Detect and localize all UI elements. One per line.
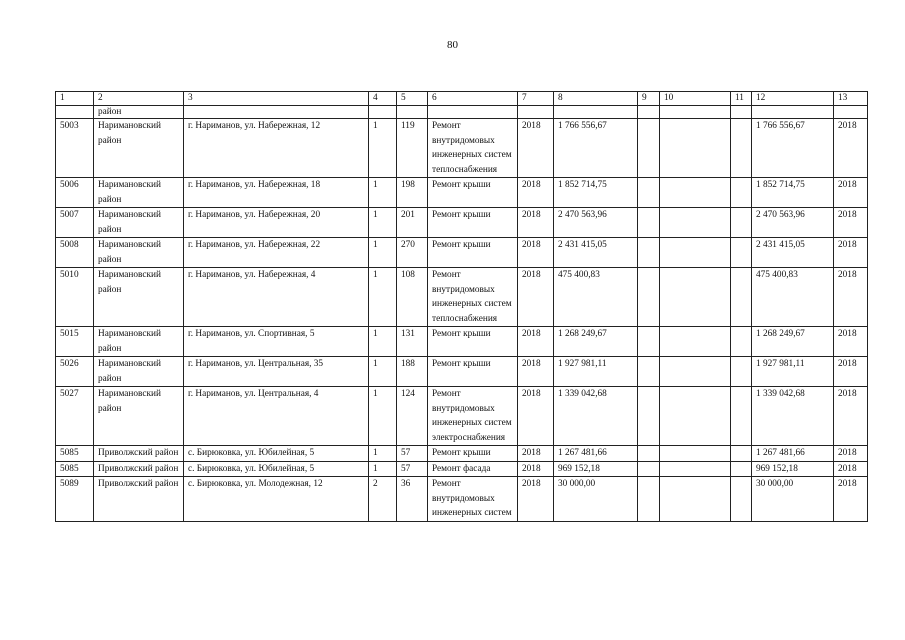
continuation-cell — [369, 106, 397, 119]
repair-program-table — [55, 91, 868, 522]
district-cell: Наримановский район — [94, 268, 184, 327]
year-cell: 2018 — [518, 461, 554, 477]
header-cell-2: 2 — [94, 92, 184, 106]
col5-cell: 36 — [397, 477, 428, 522]
address-cell: с. Бирюковка, ул. Молодежная, 12 — [184, 477, 369, 522]
col10-cell — [660, 357, 731, 387]
col4-cell: 1 — [369, 238, 397, 268]
amount-cell: 1 852 714,75 — [554, 178, 638, 208]
table-row — [56, 208, 868, 238]
header-cell-7: 7 — [518, 92, 554, 106]
district-cell: Наримановский район — [94, 119, 184, 178]
continuation-cell — [397, 106, 428, 119]
year-cell: 2018 — [518, 477, 554, 522]
record-id-cell: 5027 — [56, 387, 94, 446]
district-cell: Приволжский район — [94, 461, 184, 477]
record-id-cell: 5015 — [56, 327, 94, 357]
work-type-cell: Ремонт фасада — [428, 461, 518, 477]
address-cell: г. Нариманов, ул. Набережная, 12 — [184, 119, 369, 178]
year-cell: 2018 — [518, 387, 554, 446]
col9-cell — [638, 477, 660, 522]
col11-cell — [731, 387, 752, 446]
year-cell: 2018 — [518, 119, 554, 178]
header-cell-12: 12 — [752, 92, 834, 106]
address-cell: г. Нариманов, ул. Спортивная, 5 — [184, 327, 369, 357]
col10-cell — [660, 178, 731, 208]
col10-cell — [660, 268, 731, 327]
amount-total-cell: 475 400,83 — [752, 268, 834, 327]
col5-cell: 201 — [397, 208, 428, 238]
col4-cell: 1 — [369, 268, 397, 327]
record-id-cell: 5006 — [56, 178, 94, 208]
col11-cell — [731, 208, 752, 238]
header-cell-5: 5 — [397, 92, 428, 106]
address-cell: с. Бирюковка, ул. Юбилейная, 5 — [184, 446, 369, 462]
header-cell-10: 10 — [660, 92, 731, 106]
col10-cell — [660, 387, 731, 446]
col9-cell — [638, 446, 660, 462]
work-type-cell: Ремонт внутридомовых инженерных систем электроснабжения — [428, 387, 518, 446]
district-cell: Наримановский район — [94, 387, 184, 446]
col9-cell — [638, 268, 660, 327]
table-row — [56, 327, 868, 357]
amount-cell: 1 268 249,67 — [554, 327, 638, 357]
year-cell: 2018 — [518, 208, 554, 238]
header-cell-1: 1 — [56, 92, 94, 106]
table-body — [56, 92, 868, 522]
table-row — [56, 387, 868, 446]
amount-cell: 1 927 981,11 — [554, 357, 638, 387]
col11-cell — [731, 357, 752, 387]
col11-cell — [731, 461, 752, 477]
col4-cell: 1 — [369, 387, 397, 446]
header-cell-4: 4 — [369, 92, 397, 106]
col10-cell — [660, 208, 731, 238]
col11-cell — [731, 477, 752, 522]
col11-cell — [731, 178, 752, 208]
work-type-cell: Ремонт крыши — [428, 357, 518, 387]
amount-total-cell: 1 852 714,75 — [752, 178, 834, 208]
col4-cell: 1 — [369, 178, 397, 208]
year-cell: 2018 — [518, 178, 554, 208]
amount-total-cell: 969 152,18 — [752, 461, 834, 477]
year-end-cell: 2018 — [834, 268, 868, 327]
amount-total-cell: 30 000,00 — [752, 477, 834, 522]
amount-total-cell: 1 268 249,67 — [752, 327, 834, 357]
year-end-cell: 2018 — [834, 477, 868, 522]
year-cell: 2018 — [518, 357, 554, 387]
header-cell-3: 3 — [184, 92, 369, 106]
year-cell: 2018 — [518, 327, 554, 357]
district-cell: Наримановский район — [94, 178, 184, 208]
col11-cell — [731, 119, 752, 178]
amount-total-cell: 2 431 415,05 — [752, 238, 834, 268]
record-id-cell: 5089 — [56, 477, 94, 522]
continuation-cell — [660, 106, 731, 119]
amount-total-cell: 2 470 563,96 — [752, 208, 834, 238]
table-row — [56, 357, 868, 387]
year-cell: 2018 — [518, 238, 554, 268]
record-id-cell: 5085 — [56, 446, 94, 462]
work-type-cell: Ремонт крыши — [428, 238, 518, 268]
work-type-cell: Ремонт крыши — [428, 178, 518, 208]
district-cell: Наримановский район — [94, 208, 184, 238]
work-type-cell: Ремонт внутридомовых инженерных систем — [428, 477, 518, 522]
col9-cell — [638, 178, 660, 208]
table-row — [56, 268, 868, 327]
col10-cell — [660, 327, 731, 357]
col5-cell: 131 — [397, 327, 428, 357]
amount-cell: 475 400,83 — [554, 268, 638, 327]
col5-cell: 188 — [397, 357, 428, 387]
year-end-cell: 2018 — [834, 357, 868, 387]
year-end-cell: 2018 — [834, 208, 868, 238]
col9-cell — [638, 461, 660, 477]
year-cell: 2018 — [518, 268, 554, 327]
continuation-cell — [184, 106, 369, 119]
district-cell: Наримановский район — [94, 357, 184, 387]
col5-cell: 57 — [397, 461, 428, 477]
continuation-cell — [554, 106, 638, 119]
continuation-cell: район — [94, 106, 184, 119]
record-id-cell: 5003 — [56, 119, 94, 178]
header-cell-11: 11 — [731, 92, 752, 106]
year-end-cell: 2018 — [834, 446, 868, 462]
amount-cell: 1 766 556,67 — [554, 119, 638, 178]
col10-cell — [660, 477, 731, 522]
table-row — [56, 446, 868, 462]
col5-cell: 57 — [397, 446, 428, 462]
col11-cell — [731, 238, 752, 268]
work-type-cell: Ремонт крыши — [428, 327, 518, 357]
col5-cell: 108 — [397, 268, 428, 327]
amount-cell: 1 267 481,66 — [554, 446, 638, 462]
record-id-cell: 5010 — [56, 268, 94, 327]
page-number: 80 — [447, 39, 458, 51]
table-row — [56, 461, 868, 477]
work-type-cell: Ремонт крыши — [428, 208, 518, 238]
header-cell-9: 9 — [638, 92, 660, 106]
work-type-cell: Ремонт внутридомовых инженерных систем теплоснабжения — [428, 268, 518, 327]
year-end-cell: 2018 — [834, 387, 868, 446]
col4-cell: 2 — [369, 477, 397, 522]
record-id-cell: 5085 — [56, 461, 94, 477]
amount-cell: 2 470 563,96 — [554, 208, 638, 238]
col9-cell — [638, 208, 660, 238]
col5-cell: 119 — [397, 119, 428, 178]
header-cell-13: 13 — [834, 92, 868, 106]
continuation-cell — [731, 106, 752, 119]
table-row — [56, 477, 868, 522]
continuation-cell — [834, 106, 868, 119]
col4-cell: 1 — [369, 119, 397, 178]
district-cell: Приволжский район — [94, 446, 184, 462]
address-cell: г. Нариманов, ул. Центральная, 35 — [184, 357, 369, 387]
col10-cell — [660, 446, 731, 462]
table-row — [56, 119, 868, 178]
record-id-cell: 5007 — [56, 208, 94, 238]
year-end-cell: 2018 — [834, 178, 868, 208]
amount-cell: 30 000,00 — [554, 477, 638, 522]
address-cell: г. Нариманов, ул. Набережная, 18 — [184, 178, 369, 208]
work-type-cell: Ремонт внутридомовых инженерных систем теплоснабжения — [428, 119, 518, 178]
address-cell: г. Нариманов, ул. Набережная, 20 — [184, 208, 369, 238]
amount-cell: 2 431 415,05 — [554, 238, 638, 268]
continuation-cell — [518, 106, 554, 119]
continuation-cell — [638, 106, 660, 119]
work-type-cell: Ремонт крыши — [428, 446, 518, 462]
col4-cell: 1 — [369, 327, 397, 357]
col5-cell: 198 — [397, 178, 428, 208]
table-row — [56, 238, 868, 268]
header-cell-8: 8 — [554, 92, 638, 106]
col11-cell — [731, 327, 752, 357]
amount-total-cell: 1 339 042,68 — [752, 387, 834, 446]
col10-cell — [660, 119, 731, 178]
address-cell: с. Бирюковка, ул. Юбилейная, 5 — [184, 461, 369, 477]
amount-cell: 969 152,18 — [554, 461, 638, 477]
record-id-cell: 5026 — [56, 357, 94, 387]
col9-cell — [638, 357, 660, 387]
amount-total-cell: 1 927 981,11 — [752, 357, 834, 387]
col10-cell — [660, 461, 731, 477]
col9-cell — [638, 387, 660, 446]
col9-cell — [638, 238, 660, 268]
year-end-cell: 2018 — [834, 461, 868, 477]
col4-cell: 1 — [369, 357, 397, 387]
continuation-cell — [752, 106, 834, 119]
district-cell: Наримановский район — [94, 238, 184, 268]
col4-cell: 1 — [369, 461, 397, 477]
amount-cell: 1 339 042,68 — [554, 387, 638, 446]
col11-cell — [731, 268, 752, 327]
col9-cell — [638, 327, 660, 357]
col11-cell — [731, 446, 752, 462]
col4-cell: 1 — [369, 208, 397, 238]
column-number-header — [56, 92, 868, 106]
continuation-cell — [56, 106, 94, 119]
year-end-cell: 2018 — [834, 327, 868, 357]
header-cell-6: 6 — [428, 92, 518, 106]
continuation-row — [56, 106, 868, 119]
district-cell: Наримановский район — [94, 327, 184, 357]
year-end-cell: 2018 — [834, 119, 868, 178]
amount-total-cell: 1 267 481,66 — [752, 446, 834, 462]
col10-cell — [660, 238, 731, 268]
district-cell: Приволжский район — [94, 477, 184, 522]
year-cell: 2018 — [518, 446, 554, 462]
continuation-cell — [428, 106, 518, 119]
table-row — [56, 178, 868, 208]
col5-cell: 124 — [397, 387, 428, 446]
col9-cell — [638, 119, 660, 178]
record-id-cell: 5008 — [56, 238, 94, 268]
address-cell: г. Нариманов, ул. Набережная, 4 — [184, 268, 369, 327]
year-end-cell: 2018 — [834, 238, 868, 268]
address-cell: г. Нариманов, ул. Набережная, 22 — [184, 238, 369, 268]
amount-total-cell: 1 766 556,67 — [752, 119, 834, 178]
address-cell: г. Нариманов, ул. Центральная, 4 — [184, 387, 369, 446]
col5-cell: 270 — [397, 238, 428, 268]
col4-cell: 1 — [369, 446, 397, 462]
